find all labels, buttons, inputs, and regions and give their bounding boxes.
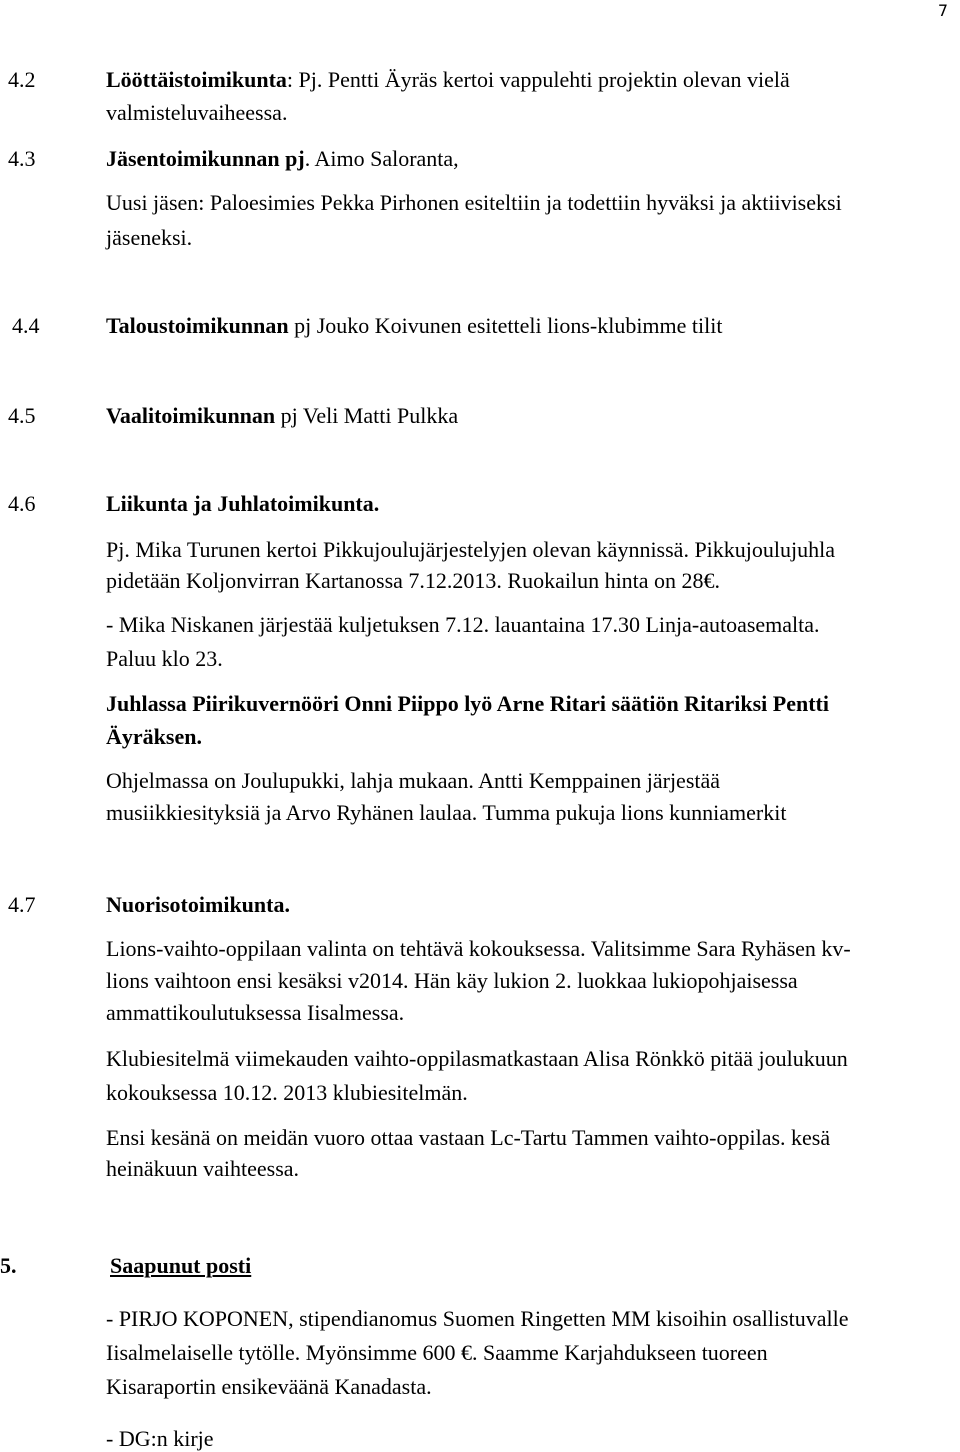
section-text: kokouksessa 10.12. 2013 klubiesitelmän. xyxy=(106,1080,468,1105)
page-number: 7 xyxy=(937,1,948,20)
section-text: - PIRJO KOPONEN, stipendianomus Suomen Ringetten MM kisoihin osallistuvalle xyxy=(106,1306,849,1331)
section-text: Uusi jäsen: Paloesimies Pekka Pirhonen esiteltiin ja todettiin hyväksi ja aktiiviseksi xyxy=(106,190,842,215)
section-text: Lions-vaihto-oppilaan valinta on tehtävä kokouksessa. Valitsimme Sara Ryhäsen kv- xyxy=(106,936,851,961)
section-heading: Taloustoimikunnan xyxy=(106,313,289,338)
section-line xyxy=(106,313,722,339)
section-text: valmisteluvaiheessa. xyxy=(106,100,288,125)
section-text: - DG:n kirje xyxy=(106,1426,214,1451)
section-text: Ensi kesänä on meidän vuoro ottaa vastaan Lc-Tartu Tammen vaihto-oppilas. kesä xyxy=(106,1125,831,1150)
section-heading: Nuorisotoimikunta. xyxy=(106,892,290,917)
section-heading: Jäsentoimikunnan pj xyxy=(106,146,305,171)
section-number: 4.6 xyxy=(8,491,36,516)
section-text: - Mika Niskanen järjestää kuljetuksen 7.12. lauantaina 17.30 Linja-autoasemalta. xyxy=(106,612,820,637)
section-text: pidetään Koljonvirran Kartanossa 7.12.2013. Ruokailun hinta on 28€. xyxy=(106,568,721,593)
section-text: lions vaihtoon ensi kesäksi v2014. Hän käy lukion 2. luokkaa lukiopohjaisessa xyxy=(106,968,798,993)
section-number: 4.7 xyxy=(8,892,36,917)
section-emphasis: Juhlassa Piirikuvernööri Onni Piippo lyö Arne Ritari säätiön Ritariksi Pentti xyxy=(106,691,829,716)
section-text: Klubiesitelmä viimekauden vaihto-oppilasmatkastaan Alisa Rönkkö pitää joulukuun xyxy=(106,1046,848,1071)
section-heading: Vaalitoimikunnan xyxy=(106,403,276,428)
section-line xyxy=(106,67,790,93)
section-number: 4.2 xyxy=(8,67,36,92)
section-text: ammattikoulutuksessa Iisalmessa. xyxy=(106,1000,405,1025)
section-text: pj Veli Matti Pulkka xyxy=(275,403,459,428)
section-line xyxy=(106,146,459,172)
section-number: 5. xyxy=(0,1253,17,1278)
section-number: 4.4 xyxy=(12,313,40,338)
section-text: : Pj. Pentti Äyräs kertoi vappulehti projektin olevan vielä xyxy=(286,67,790,92)
section-emphasis: Äyräksen. xyxy=(106,724,202,749)
section-line xyxy=(106,403,458,429)
section-number: 4.5 xyxy=(8,403,36,428)
section-text: Kisaraportin ensikeväänä Kanadasta. xyxy=(106,1374,432,1399)
section-text: Ohjelmassa on Joulupukki, lahja mukaan. Antti Kemppainen järjestää xyxy=(106,768,721,793)
section-text: pj Jouko Koivunen esitetteli lions-klubimme tilit xyxy=(288,313,723,338)
section-text: Iisalmelaiselle tytölle. Myönsimme 600 €. Saamme Karjahdukseen tuoreen xyxy=(106,1340,768,1365)
section-text: jäseneksi. xyxy=(106,225,193,250)
section-text: Pj. Mika Turunen kertoi Pikkujoulujärjestelyjen olevan käynnissä. Pikkujoulujuhla xyxy=(106,537,836,562)
section-text: heinäkuun vaihteessa. xyxy=(106,1156,300,1181)
section-text: . Aimo Saloranta, xyxy=(304,146,459,171)
section-text: Paluu klo 23. xyxy=(106,646,223,671)
section-heading: Saapunut posti xyxy=(110,1253,252,1278)
section-heading: Lööttäistoimikunta xyxy=(106,67,287,92)
section-heading: Liikunta ja Juhlatoimikunta. xyxy=(106,491,380,516)
section-number: 4.3 xyxy=(8,146,36,171)
section-text: musiikkiesityksiä ja Arvo Ryhänen laulaa. Tumma pukuja lions kunniamerkit xyxy=(106,800,787,825)
